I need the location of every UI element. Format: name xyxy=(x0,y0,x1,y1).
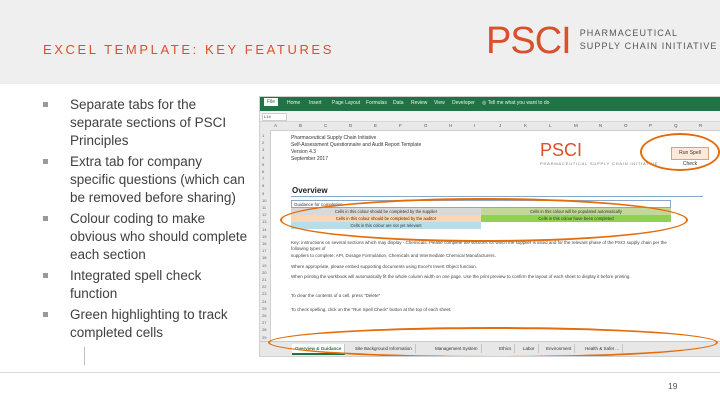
column-header[interactable]: R xyxy=(699,123,703,128)
ribbon-tab-data[interactable]: Data xyxy=(393,100,404,106)
bullet-square-icon xyxy=(43,216,48,221)
ribbon-tab-file[interactable]: File xyxy=(264,98,278,106)
ribbon-tab-view[interactable]: View xyxy=(434,100,445,106)
bullet-square-icon xyxy=(43,273,48,278)
row-header[interactable]: 28 xyxy=(262,327,267,333)
row-header[interactable]: 18 xyxy=(262,255,267,261)
instruction-paragraph: When printing the workbook will automatically fit the whole column width on one page. Use the print preview to confirm the layout of each sheet to display it before printing. xyxy=(291,274,631,279)
ribbon-tab-page-layout[interactable]: Page Layout xyxy=(332,100,361,106)
row-header[interactable]: 29 xyxy=(262,334,267,340)
feature-text: Separate tabs for the separate sections of PSCI Principles xyxy=(70,97,227,148)
row-header[interactable]: 17 xyxy=(262,248,267,254)
sheet-tab-environment[interactable]: Environment xyxy=(543,344,575,353)
legend-auditor: Cells in this colour should be completed by the auditor xyxy=(291,215,481,222)
row-header[interactable]: 24 xyxy=(262,298,267,304)
psci-logo xyxy=(486,22,718,60)
sheet-tab-health-safety[interactable]: Health & Safet ... xyxy=(582,344,623,353)
row-header[interactable]: 15 xyxy=(262,233,267,239)
legend-completed: Cells in this colour have been completed xyxy=(481,215,671,222)
ribbon-tab-formulas[interactable]: Formulas xyxy=(366,100,387,106)
column-header[interactable]: K xyxy=(524,123,528,128)
row-header[interactable]: 22 xyxy=(262,284,267,290)
sheet-header-line: Version 4.3 xyxy=(291,149,317,155)
legend-automatic: Cells in this colour will be populated automatically xyxy=(481,208,671,215)
sheet-tab-overview[interactable]: Overview & Guidance xyxy=(292,344,345,355)
legend-supplier: Cells in this colour should be completed by the supplier xyxy=(291,208,481,215)
instruction-paragraph: suppliers to complete: API, Dosage Formulation, Chemicals and Intermediate Chemical Manufacturers. xyxy=(291,253,496,258)
bullet-square-icon xyxy=(43,312,48,317)
column-header[interactable]: H xyxy=(449,123,453,128)
footer-divider xyxy=(84,347,85,365)
sheet-header-line: September 2017 xyxy=(291,156,328,162)
sheet-tab-site-background[interactable]: Site Background Information xyxy=(352,344,416,353)
excel-screenshot xyxy=(259,96,720,357)
sheet-tab-labor[interactable]: Labor xyxy=(520,344,539,353)
column-header[interactable]: P xyxy=(649,123,653,128)
slide-title: EXCEL TEMPLATE: KEY FEATURES xyxy=(43,42,334,57)
column-header[interactable]: F xyxy=(399,123,402,128)
tell-me-search[interactable] xyxy=(482,100,549,106)
column-header[interactable]: J xyxy=(499,123,502,128)
row-header[interactable]: 23 xyxy=(262,291,267,297)
heading-underline xyxy=(291,196,703,197)
name-box[interactable]: L14 xyxy=(262,113,287,121)
feature-text: Integrated spell check function xyxy=(70,268,202,301)
column-header[interactable]: O xyxy=(624,123,628,128)
logo-mark: PSCI xyxy=(486,20,571,62)
row-header[interactable]: 12 xyxy=(262,212,267,218)
logo-line-2: SUPPLY CHAIN INITIATIVE xyxy=(579,41,718,51)
sheet-tab-ethics[interactable]: Ethics xyxy=(496,344,515,353)
instruction-paragraph: To clear the contents of a cell, press "Delete" xyxy=(291,293,381,298)
row-header[interactable]: 3 xyxy=(262,147,265,153)
column-header[interactable]: G xyxy=(424,123,428,128)
highlight-oval-legend xyxy=(280,198,688,242)
row-header[interactable]: 1 xyxy=(262,133,265,138)
row-header[interactable]: 20 xyxy=(262,269,267,275)
column-header[interactable]: N xyxy=(599,123,603,128)
overview-heading: Overview xyxy=(292,186,328,195)
instruction-paragraph: To check spelling, click on the "Run Spell Check" button at the top of each sheet. xyxy=(291,307,452,312)
logo-line-1: PHARMACEUTICAL xyxy=(579,28,679,38)
feature-item xyxy=(40,210,250,264)
sheet-logo-text: PHARMACEUTICAL SUPPLY CHAIN INITIATIVE xyxy=(540,161,659,166)
feature-item xyxy=(40,153,250,207)
row-header[interactable]: 16 xyxy=(262,241,267,246)
sheet-header-line: Pharmaceutical Supply Chain Initiative xyxy=(291,135,377,141)
row-header[interactable]: 27 xyxy=(262,320,267,326)
row-header[interactable]: 9 xyxy=(262,190,265,196)
column-header[interactable]: E xyxy=(374,123,378,128)
column-header[interactable]: Q xyxy=(674,123,678,128)
logo-text xyxy=(580,27,718,53)
row-header[interactable]: 19 xyxy=(262,262,267,268)
column-header[interactable]: A xyxy=(274,123,278,128)
page-number: 19 xyxy=(668,381,678,391)
ribbon-tab-review[interactable]: Review xyxy=(411,100,428,106)
guidance-title: Guidance for completion xyxy=(291,200,671,208)
formula-bar xyxy=(260,111,720,122)
column-header[interactable]: I xyxy=(474,123,476,128)
row-header[interactable]: 13 xyxy=(262,219,267,225)
instruction-paragraph: Key: instructions on several sections which may display - Chemicals: Please complete the sections for which the supplier is listed and for the relevant phase of the PSCI supply chain per the following types of xyxy=(291,240,667,251)
tell-me-text: Tell me what you want to do xyxy=(487,100,550,106)
row-header[interactable]: 8 xyxy=(262,183,265,189)
lightbulb-icon: ◎ xyxy=(482,100,487,106)
sheet-tab-management-system[interactable]: Management System xyxy=(432,344,482,353)
footer-rule xyxy=(0,372,720,373)
row-header[interactable]: 6 xyxy=(262,169,265,174)
row-header[interactable]: 7 xyxy=(262,176,265,182)
bullet-square-icon xyxy=(43,102,48,107)
feature-list xyxy=(40,96,250,345)
column-header[interactable]: C xyxy=(324,123,328,128)
instruction-paragraph: Where appropriate, please embed supporting documents using Excel's Insert Object function. xyxy=(291,264,477,269)
feature-text: Extra tab for company specific questions (which can be removed before sharing) xyxy=(70,154,245,205)
ribbon-tab-insert[interactable]: Insert xyxy=(309,100,322,106)
feature-item xyxy=(40,306,250,342)
feature-item xyxy=(40,96,250,150)
row-header[interactable]: 26 xyxy=(262,313,267,318)
feature-text: Green highlighting to track completed cells xyxy=(70,307,228,340)
row-header[interactable]: 5 xyxy=(262,161,265,167)
row-header[interactable]: 21 xyxy=(262,277,267,282)
column-header[interactable]: B xyxy=(299,123,303,128)
feature-item xyxy=(40,267,250,303)
row-header[interactable]: 11 xyxy=(262,205,267,210)
legend-not-relevant: Cells in this colour are not yet relevant xyxy=(291,222,481,229)
row-header[interactable]: 2 xyxy=(262,140,265,146)
highlight-oval-spell-check xyxy=(640,133,720,171)
column-header[interactable]: D xyxy=(349,123,353,128)
highlight-oval-tabs xyxy=(268,327,718,357)
sheet-header-line: Self-Assessment Questionnaire and Audit Report Template xyxy=(291,142,422,148)
ribbon-tab-home[interactable]: Home xyxy=(287,100,301,106)
row-header[interactable]: 25 xyxy=(262,305,267,311)
row-header[interactable]: 14 xyxy=(262,226,267,232)
column-header[interactable]: L xyxy=(549,123,552,128)
run-spell-check-button[interactable]: Run Spell Check xyxy=(671,147,709,160)
column-headers xyxy=(260,122,720,131)
slide-header xyxy=(0,0,720,84)
sheet-logo-mark: PSCI xyxy=(540,140,583,160)
row-header[interactable]: 4 xyxy=(262,154,265,160)
column-header[interactable]: M xyxy=(574,123,578,128)
row-headers xyxy=(260,130,271,342)
row-header[interactable]: 10 xyxy=(262,197,267,203)
bullet-square-icon xyxy=(43,159,48,164)
ribbon-tab-developer[interactable]: Developer xyxy=(452,100,475,106)
feature-text: Colour coding to make obvious who should complete each section xyxy=(70,211,248,262)
excel-ribbon xyxy=(260,97,720,111)
